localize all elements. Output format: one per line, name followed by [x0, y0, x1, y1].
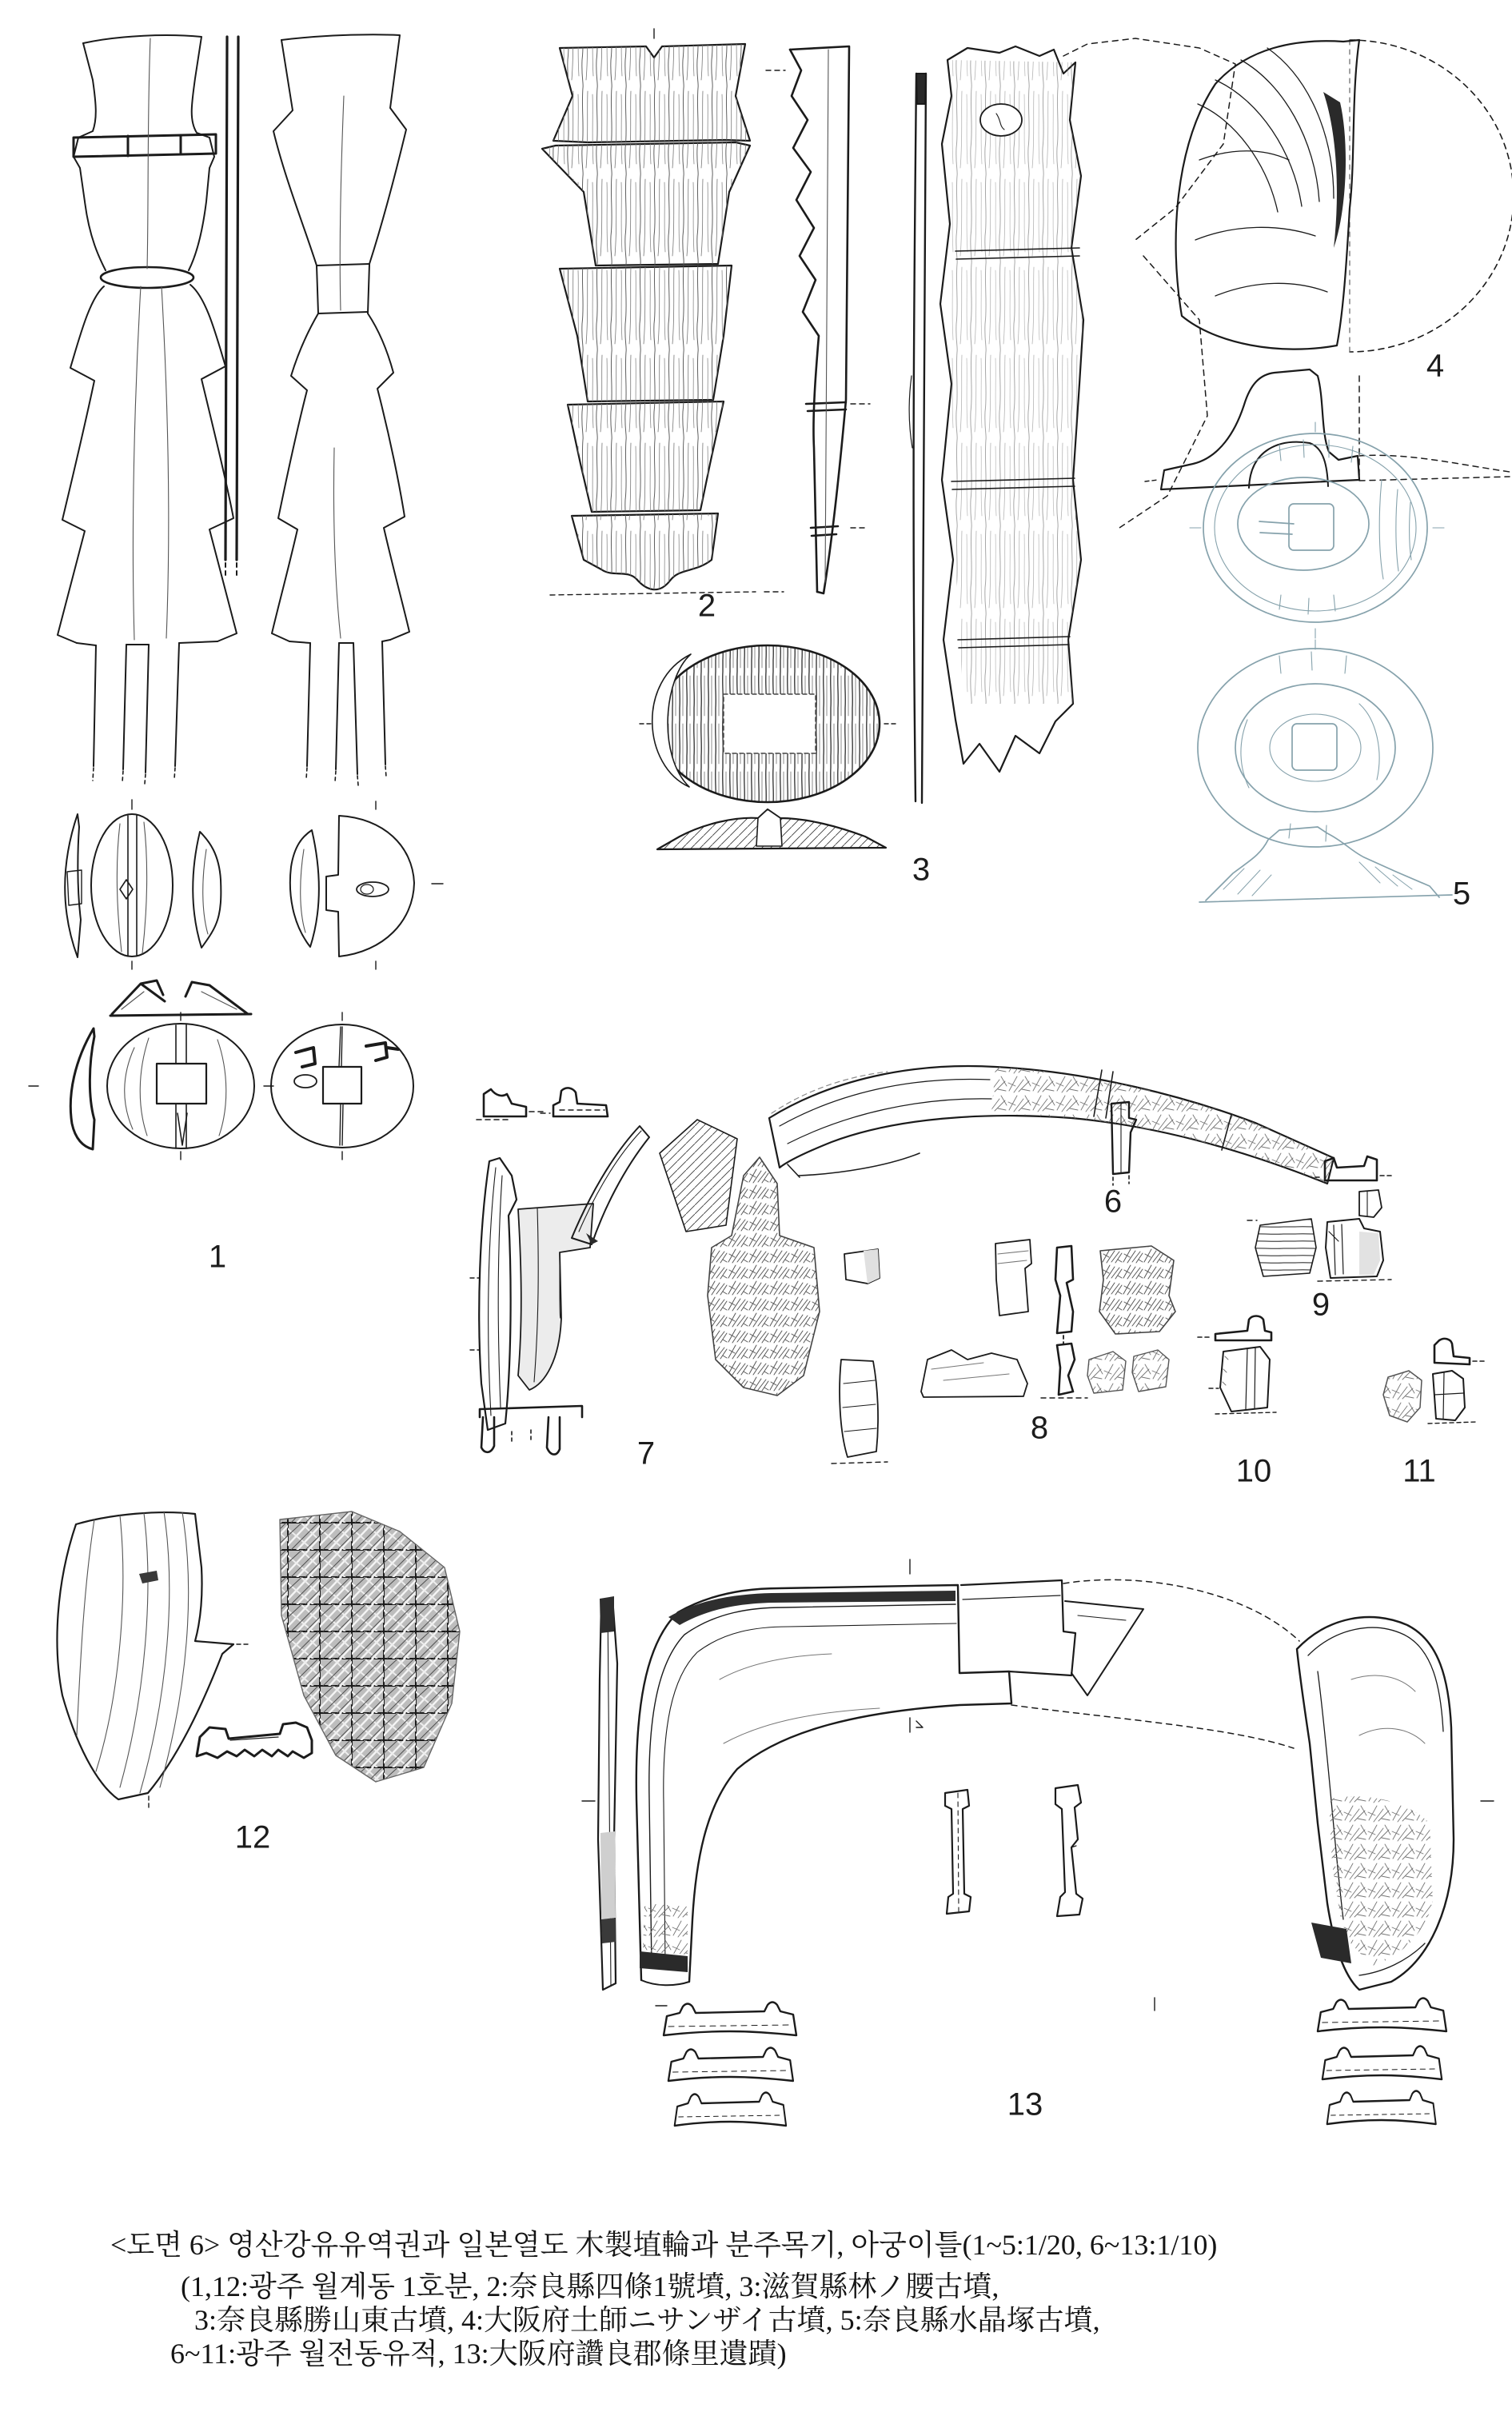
- figure-8-label: 8: [1030, 1410, 1049, 1446]
- caption-line-1: <도면 6> 영산강유유역권과 일본열도 木製埴輪과 분주목기, 아궁이틀(1~5:1/20, 6~13:1/10): [110, 2229, 1218, 2261]
- figure-3-label: 3: [912, 852, 931, 888]
- figure-4-drawing: [1145, 40, 1512, 489]
- figure-7-label: 7: [636, 1436, 656, 1472]
- figure-2-drawing: [542, 29, 870, 595]
- figure-11-drawing: [1383, 1339, 1486, 1424]
- figure-6-label: 6: [1103, 1184, 1123, 1220]
- figure-9-label: 9: [1311, 1287, 1330, 1323]
- caption-line-2: (1,12:광주 월계동 1호분, 2:奈良縣四條1號墳, 3:滋賀縣林ノ腰古墳,: [181, 2270, 999, 2302]
- figure-2-label: 2: [697, 588, 716, 624]
- caption-line-3: 3:奈良縣勝山東古墳, 4:大阪府土師ニサンザイ古墳, 5:奈良縣水晶塚古墳,: [194, 2304, 1100, 2336]
- figure-5-drawing: [1190, 422, 1452, 902]
- figure-5-label: 5: [1452, 876, 1471, 912]
- figure-10-label: 10: [1235, 1453, 1272, 1489]
- figure-10-drawing: [1198, 1316, 1276, 1415]
- caption-line-4: 6~11:광주 월전동유적, 13:大阪府讚良郡條里遺蹟): [170, 2338, 787, 2370]
- figure-12-label: 12: [234, 1819, 271, 1855]
- figure-1-drawing: [58, 34, 409, 785]
- figure-6-drawing: [769, 1066, 1334, 1185]
- figure-1-label: 1: [208, 1239, 227, 1275]
- figure-8-drawing: [921, 1240, 1175, 1398]
- figure-1-disc-cluster: [29, 800, 443, 1160]
- figure-12-drawing: [57, 1511, 460, 1807]
- figure-4-label: 4: [1426, 348, 1445, 384]
- figure-13-label: 13: [1007, 2087, 1043, 2122]
- figure-13-drawing: [582, 1559, 1494, 2126]
- figure-11-label: 11: [1402, 1453, 1436, 1489]
